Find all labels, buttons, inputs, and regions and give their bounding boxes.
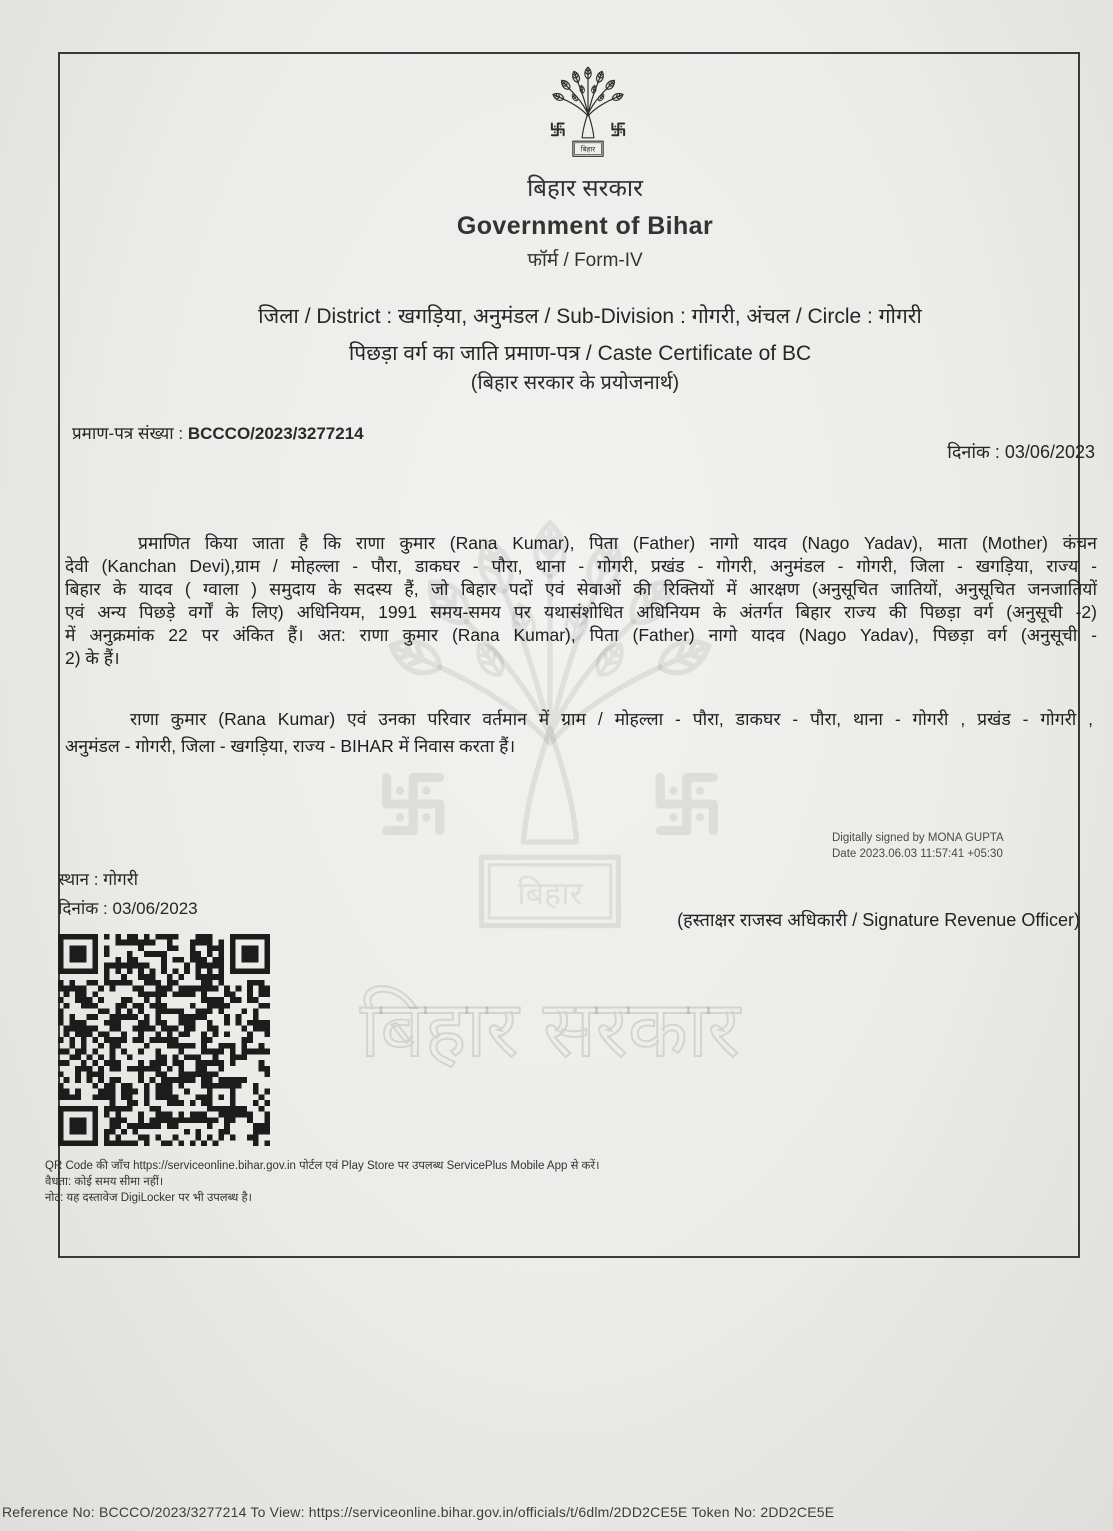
- view-label: To View:: [250, 1504, 305, 1520]
- reference-number: BCCCO/2023/3277214: [98, 1504, 247, 1520]
- place-value: गोगरी: [103, 870, 139, 889]
- bihar-emblem-logo: [546, 62, 630, 159]
- emblem-label: बिहार: [580, 144, 596, 154]
- qr-modules: [58, 934, 270, 1146]
- token-label: Token No:: [691, 1504, 757, 1520]
- certificate-date-value: 03/06/2023: [1004, 442, 1095, 462]
- paragraph-line: देवी (Kanchan Devi),ग्राम / मोहल्ला - पौरा, डाकघर - पौरा, थाना - गोगरी, प्रखंड - गोगरी, अनुमंडल - गोगरी, जिला - खगड़िया, राज्य -: [65, 556, 1097, 576]
- reference-footer: [2, 1502, 834, 1522]
- reference-label: Reference No:: [2, 1504, 95, 1520]
- signatory-caption: (हस्ताक्षर राजस्व अधिकारी / Signature Revenue Officer): [677, 910, 1080, 930]
- note-qr-verification: QR Code की जाँच https://serviceonline.bihar.gov.in पोर्टल एवं Play Store पर उपलब्ध ServicePlus Mobile App से करें।: [45, 1160, 600, 1172]
- paragraph-line: 2) के हैं।: [65, 648, 120, 668]
- certificate-number-value: BCCCO/2023/3277214: [187, 424, 364, 443]
- jurisdiction-line: जिला / District : खगड़िया, अनुमंडल / Sub-Division : गोगरी, अंचल / Circle : गोगरी: [258, 305, 922, 328]
- paragraph-line: प्रमाणित किया जाता है कि राणा कुमार (Rana Kumar), पिता (Father) नागो यादव (Nago Yadav), माता (Mother) कंचन: [138, 533, 1097, 553]
- paragraph-line: में अनुक्रमांक 22 पर अंकित हैं। अत: राणा कुमार (Rana Kumar), पिता (Father) नागो यादव (Nago Yadav), पिछड़ा वर्ग (अनुसूची -: [65, 625, 1097, 645]
- issue-date: [58, 897, 198, 921]
- certificate-purpose: (बिहार सरकार के प्रयोजनार्थ): [470, 372, 680, 394]
- issue-date-label: दिनांक :: [58, 899, 108, 918]
- note-validity: वैधता: कोई समय सीमा नहीं।: [45, 1176, 164, 1188]
- certification-paragraph: [65, 532, 1097, 670]
- issue-date-value: 03/06/2023: [112, 899, 198, 918]
- paragraph-line: एवं अन्य पिछड़े वर्गों के लिए) अधिनियम, 1991 समय-समय पर यथासंशोधित अधिनियम के अंतर्गत बिहार राज्य की पिछड़ा वर्ग (अनुसूची -2): [65, 602, 1097, 622]
- paragraph-line: बिहार के यादव ( ग्वाला ) समुदाय के सदस्य हैं, जो बिहार पदों एवं सेवाओं की रिक्तियों में आरक्षण (अनुसूचित जातियों, अनुसूचित जनजातियों: [65, 579, 1097, 599]
- digital-signature: [832, 830, 1004, 862]
- digital-signature-date: Date 2023.06.03 11:57:41 +05:30: [832, 848, 1003, 860]
- form-label: फॉर्म / Form-IV: [527, 250, 643, 271]
- certificate-title: पिछड़ा वर्ग का जाति प्रमाण-पत्र / Caste Certificate of BC: [348, 342, 812, 365]
- watermark-text: बिहार सरकार: [360, 985, 740, 1075]
- certificate-date: [947, 440, 1095, 464]
- token-value: 2DD2CE5E: [760, 1504, 835, 1520]
- certificate-date-label: दिनांक :: [947, 442, 1000, 462]
- certificate-number-label: प्रमाण-पत्र संख्या :: [72, 424, 184, 443]
- certificate-number: [72, 422, 364, 446]
- notes: [45, 1158, 1045, 1206]
- place-label: स्थान :: [58, 870, 99, 889]
- qr-code: [58, 934, 270, 1146]
- title-english: Government of Bihar: [456, 212, 714, 240]
- paragraph-line: अनुमंडल - गोगरी, जिला - खगड़िया, राज्य - BIHAR में निवास करता हैं।: [65, 736, 516, 756]
- title-hindi: बिहार सरकार: [527, 175, 643, 202]
- digital-signature-signer: Digitally signed by MONA GUPTA: [832, 832, 1004, 844]
- place: [58, 868, 138, 892]
- residence-paragraph: [65, 706, 1093, 760]
- view-url: https://serviceonline.bihar.gov.in/officials/t/6dlm/2DD2CE5E: [308, 1504, 688, 1520]
- note-digilocker: नोट: यह दस्तावेज DigiLocker पर भी उपलब्ध है।: [45, 1192, 252, 1204]
- paragraph-line: राणा कुमार (Rana Kumar) एवं उनका परिवार वर्तमान में ग्राम / मोहल्ला - पौरा, डाकघर - पौरा, थाना - गोगरी , प्रखंड - गोगरी ,: [130, 709, 1093, 729]
